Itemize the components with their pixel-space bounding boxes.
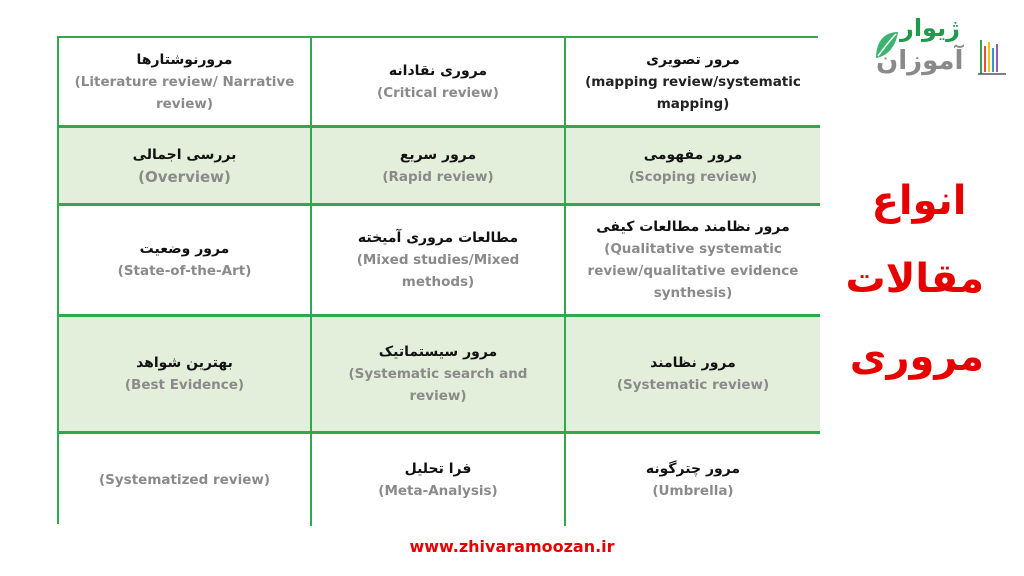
website-url: www.zhivaramoozan.ir bbox=[409, 537, 615, 556]
cell-systematic-review bbox=[566, 317, 820, 434]
cell-persian-label: مطالعات مروری آمیخته bbox=[357, 230, 519, 246]
cell-umbrella-review bbox=[566, 434, 820, 526]
cell-persian-label: بررسی اجمالی bbox=[132, 146, 237, 163]
cell-persian-label: مرور چترگونه bbox=[645, 461, 741, 477]
cell-mixed-studies bbox=[312, 206, 566, 317]
cell-english-label: review/qualitative evidence bbox=[587, 263, 799, 279]
side-title-line2: مقالات bbox=[845, 256, 984, 302]
cell-english-label: (Scoping review) bbox=[628, 168, 758, 185]
cell-best-evidence bbox=[59, 317, 312, 434]
cell-english-label: (State-of-the-Art) bbox=[117, 263, 252, 279]
side-title-line3: مروری bbox=[849, 334, 984, 380]
cell-english-label: (Systematic review) bbox=[616, 377, 770, 393]
cell-persian-label: مرور سیستماتیک bbox=[378, 344, 498, 360]
cell-english-label: (Mixed studies/Mixed bbox=[356, 252, 520, 268]
cell-english-label: (Overview) bbox=[138, 167, 231, 186]
cell-state-of-the-art bbox=[59, 206, 312, 317]
cell-persian-label: مرور سریع bbox=[399, 146, 477, 163]
cell-qualitative-systematic-review bbox=[566, 206, 820, 317]
cell-persian-label: مرورنوشتارها bbox=[136, 51, 233, 68]
cell-rapid-review bbox=[312, 128, 566, 206]
side-title bbox=[845, 162, 984, 396]
cell-english-label: (Meta-Analysis) bbox=[378, 483, 498, 499]
cell-persian-label: بهترین شواهد bbox=[136, 355, 233, 371]
cell-meta-analysis bbox=[312, 434, 566, 526]
review-types-table bbox=[57, 36, 818, 524]
cell-english-label: (Umbrella) bbox=[652, 483, 734, 499]
cell-critical-review bbox=[312, 38, 566, 128]
cell-english-label: synthesis) bbox=[653, 285, 733, 301]
cell-persian-label: مرور مفهومی bbox=[643, 146, 743, 163]
cell-scoping-review bbox=[566, 128, 820, 206]
cell-english-label: (Literature review/ Narrative bbox=[74, 73, 295, 90]
logo-text-line2: آموزان bbox=[876, 46, 964, 76]
cell-persian-label: مرور وضعیت bbox=[139, 241, 230, 257]
logo bbox=[874, 14, 1014, 80]
cell-english-label: (mapping review/systematic bbox=[585, 73, 801, 90]
cell-english-label: (Rapid review) bbox=[382, 168, 494, 185]
cell-persian-label: مرور نظامند مطالعات کیفی bbox=[596, 219, 790, 235]
cell-mapping-review bbox=[566, 38, 820, 128]
cell-english-label: (Best Evidence) bbox=[124, 377, 245, 393]
cell-systematic-search-review bbox=[312, 317, 566, 434]
cell-english-label: methods) bbox=[401, 274, 475, 290]
side-title-line1: انواع bbox=[871, 178, 967, 224]
cell-english-label: (Critical review) bbox=[377, 84, 499, 101]
cell-english-label: mapping) bbox=[656, 95, 730, 112]
cell-english-label: review) bbox=[155, 95, 214, 112]
cell-systematized-review bbox=[59, 434, 312, 526]
cell-english-label: (Systematic search and bbox=[348, 366, 528, 382]
cell-persian-label: مروری نقادانه bbox=[388, 62, 488, 79]
cell-persian-label: فرا تحلیل bbox=[404, 461, 472, 477]
cell-persian-label: مرور نظامند bbox=[650, 355, 736, 371]
cell-overview bbox=[59, 128, 312, 206]
cell-literature-review bbox=[59, 38, 312, 128]
cell-english-label: review) bbox=[409, 388, 467, 404]
cell-persian-label: مرور تصویری bbox=[646, 51, 740, 68]
logo-text-line1: ژیوار bbox=[900, 14, 960, 42]
book-icon bbox=[978, 36, 1008, 76]
cell-english-label: (Qualitative systematic bbox=[604, 241, 782, 257]
cell-english-label: (Systematized review) bbox=[98, 472, 270, 488]
